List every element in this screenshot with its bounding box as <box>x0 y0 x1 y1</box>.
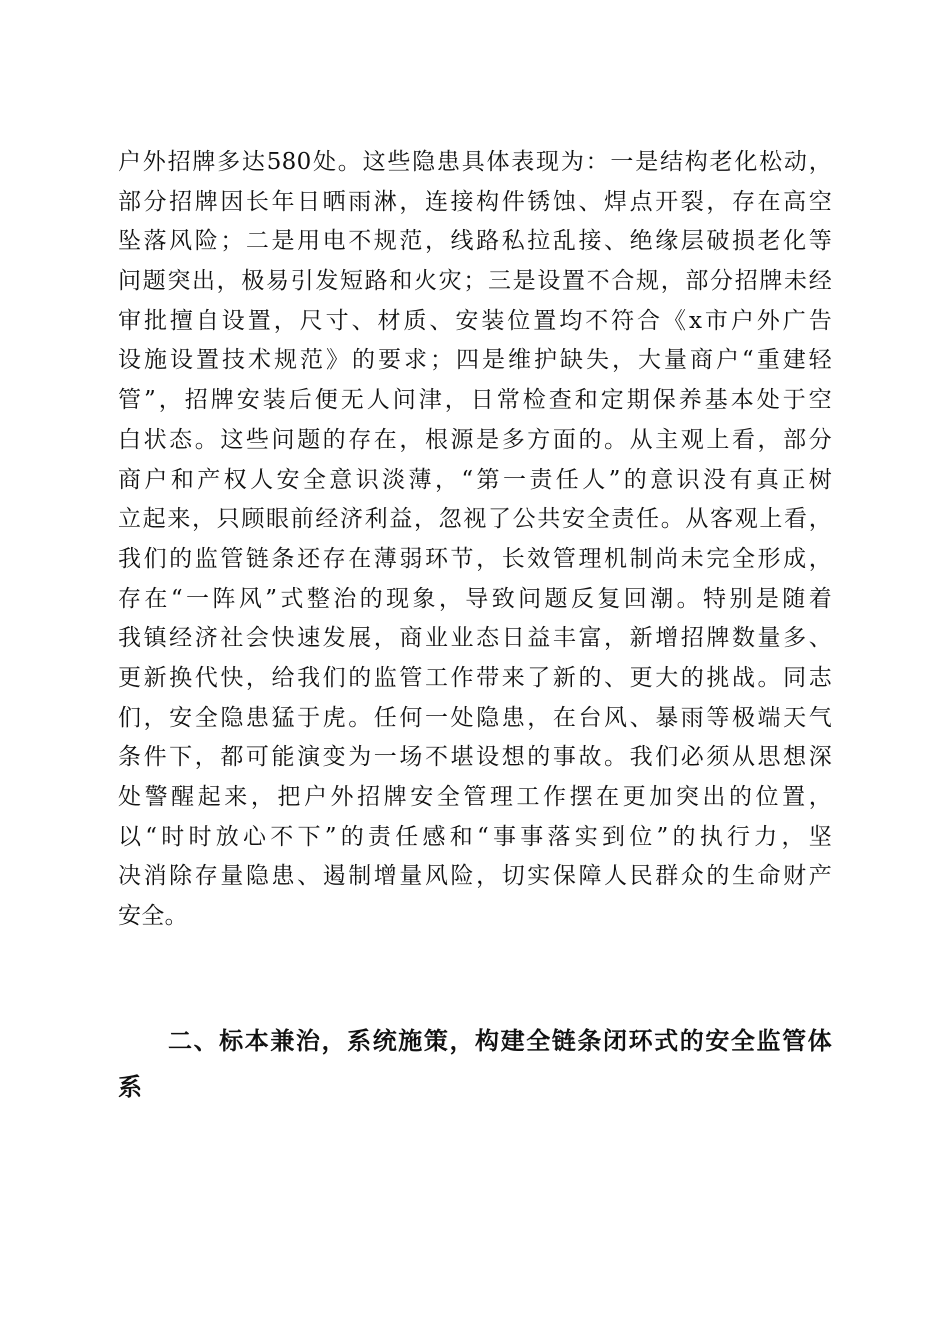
section-heading <box>118 1018 832 1110</box>
paragraph-line: 们，安全隐患猛于虎。任何一处隐患，在台风、暴雨等极端天气 <box>118 704 832 731</box>
paragraph-line: 决消除存量隐患、遏制增量风险，切实保障人民群众的生命财产 <box>118 863 832 890</box>
paragraph-line: 我们的监管链条还存在薄弱环节，长效管理机制尚未完全形成， <box>118 545 832 572</box>
heading-line: 二、标本兼治，系统施策，构建全链条闭环式的安全监管体 <box>168 1027 832 1055</box>
paragraph-line: 存在“一阵风”式整治的现象，导致问题反复回潮。特别是随着 <box>118 585 832 612</box>
paragraph-line: 立起来，只顾眼前经济利益，忽视了公共安全责任。从客观上看， <box>118 506 832 533</box>
paragraph-line: 坠落风险；二是用电不规范，线路私拉乱接、绝缘层破损老化等 <box>118 228 832 255</box>
paragraph-line: 审批擅自设置，尺寸、材质、安装位置均不符合《x市户外广告 <box>118 307 832 334</box>
paragraph-line: 以“时时放心不下”的责任感和“事事落实到位”的执行力，坚 <box>118 823 832 850</box>
paragraph-line: 安全。 <box>118 903 188 930</box>
heading-line: 系 <box>118 1073 143 1101</box>
body-paragraph <box>118 143 832 937</box>
paragraph-line: 管”，招牌安装后便无人问津，日常检查和定期保养基本处于空 <box>118 387 832 414</box>
paragraph-line: 白状态。这些问题的存在，根源是多方面的。从主观上看，部分 <box>118 426 832 453</box>
paragraph-line: 户外招牌多达580处。这些隐患具体表现为：一是结构老化松动， <box>118 149 832 175</box>
paragraph-line: 更新换代快，给我们的监管工作带来了新的、更大的挑战。同志 <box>118 664 832 691</box>
paragraph-line: 商户和产权人安全意识淡薄，“第一责任人”的意识没有真正树 <box>118 466 832 493</box>
paragraph-line: 条件下，都可能演变为一场不堪设想的事故。我们必须从思想深 <box>118 744 832 771</box>
paragraph-line: 部分招牌因长年日晒雨淋，连接构件锈蚀、焊点开裂，存在高空 <box>118 188 832 215</box>
paragraph-line: 设施设置技术规范》的要求；四是维护缺失，大量商户“重建轻 <box>118 347 832 374</box>
paragraph-line: 处警醒起来，把户外招牌安全管理工作摆在更加突出的位置， <box>118 784 832 810</box>
paragraph-line: 问题突出，极易引发短路和火灾；三是设置不合规，部分招牌未经 <box>118 268 832 295</box>
paragraph-line: 我镇经济社会快速发展，商业业态日益丰富，新增招牌数量多、 <box>118 625 832 652</box>
